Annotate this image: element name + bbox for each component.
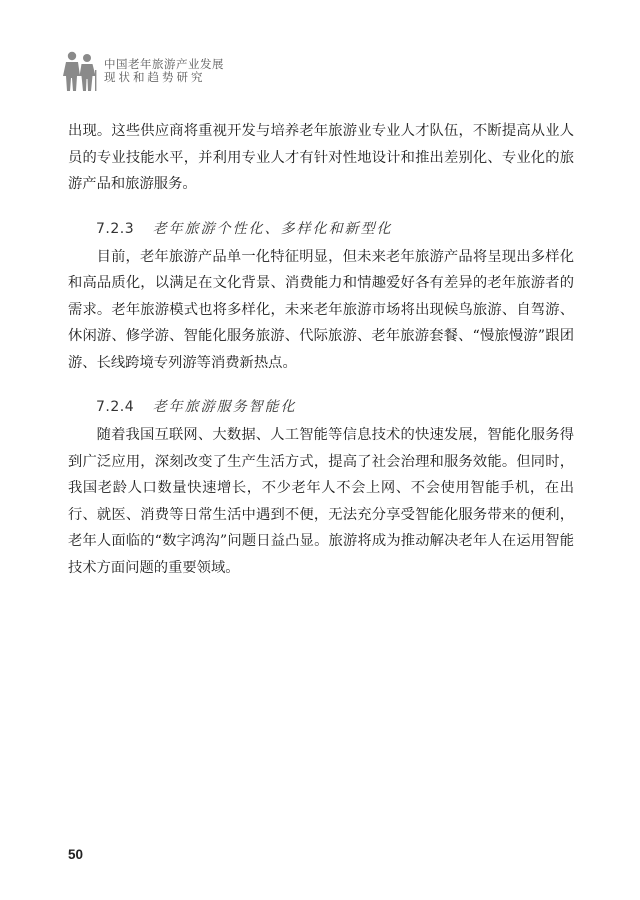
section-title: 老年旅游个性化、多样化和新型化 — [152, 220, 393, 237]
section-paragraph: 随着我国互联网、大数据、人工智能等信息技术的快速发展，智能化服务得到广泛应用，深刻改变了生产生活方式，提高了社会治理和服务效能。但同时，我国老龄人口数量快速增长，不少老年人不会上网、不会使用智能手机，在出行、就医、消费等日常生活中遇到不便，无法充分享受智能化服务带来的便利，老年人面临的“数字鸿沟”问题日益凸显。旅游将成为推动解决老年人在运用智能技术方面问题的重要领域。 — [68, 427, 574, 576]
header-title-line1: 中国老年旅游产业发展 — [104, 56, 224, 71]
section-heading-7-2-4 — [68, 396, 574, 416]
section-number: 7.2.4 — [96, 399, 135, 415]
page-body — [68, 118, 574, 581]
section-number: 7.2.3 — [96, 220, 135, 237]
elderly-couple-silhouette-icon — [62, 50, 98, 92]
intro-paragraph: 出现。这些供应商将重视开发与培养老年旅游业专业人才队伍，不断提高从业人员的专业技能水平，并利用专业人才有针对性地设计和推出差别化、专业化的旅游产品和旅游服务。 — [68, 123, 574, 192]
section-heading-7-2-3 — [68, 218, 574, 238]
header-title-line2: 现状和趋势研究 — [104, 70, 206, 84]
page-number: 50 — [68, 847, 84, 862]
section-paragraph: 目前，老年旅游产品单一化特征明显，但未来老年旅游产品将呈现出多样化和高品质化，以满足在文化背景、消费能力和情趣爱好各有差异的老年旅游者的需求。老年旅游模式也将多样化，未来老年旅游市场将出现候鸟旅游、自驾游、休闲游、修学游、智能化服务旅游、代际旅游、老年旅游套餐、“慢旅慢游”跟团游、长线跨境专列游等消费新热点。 — [68, 248, 574, 371]
section-title: 老年旅游服务智能化 — [152, 399, 297, 415]
running-header — [62, 50, 224, 92]
